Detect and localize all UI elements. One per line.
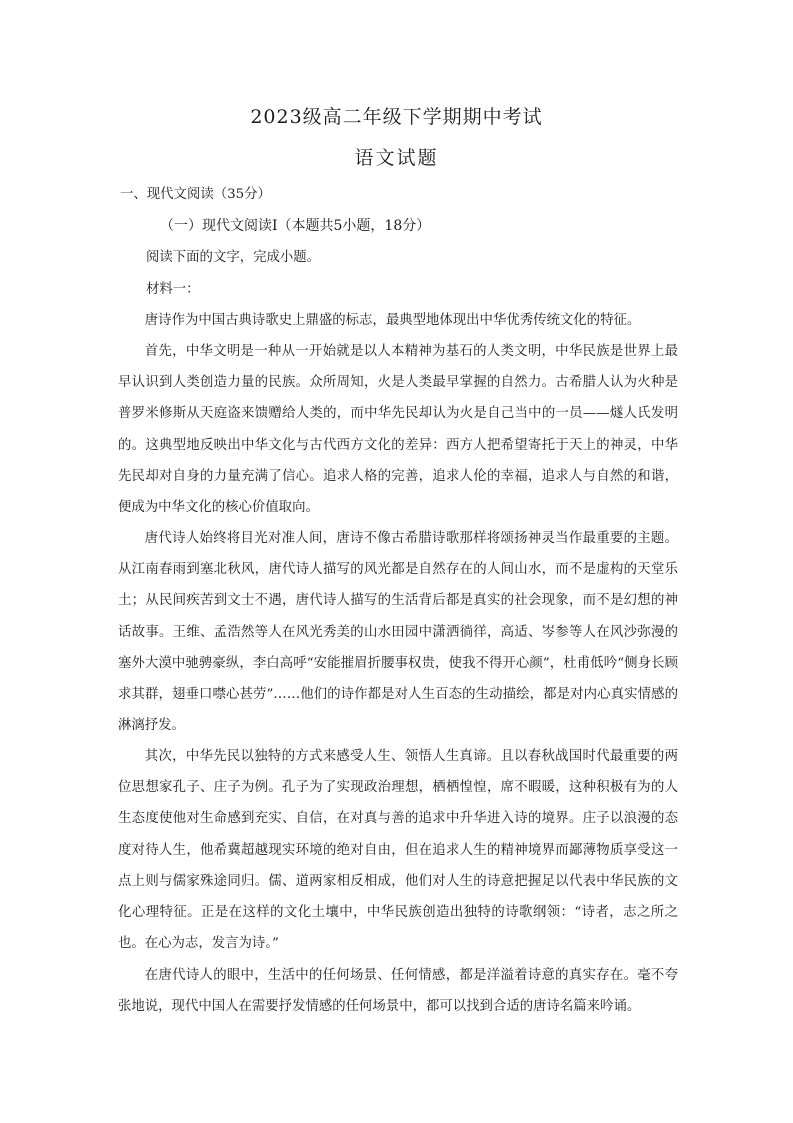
section-heading: 一、现代文阅读（35分） [120,187,271,202]
material-label: 材料一： [146,282,200,297]
paragraph-3: 唐代诗人始终将目光对准人间，唐诗不像古希腊诗歌那样将颂扬神灵当作最重要的主题。从江南春雨到塞北秋风，唐代诗人描写的风光都是自然存在的人间山水，而不是虚构的天堂乐土；从民间疾苦到文士不遇，唐代诗人描写的生活背后都是真实的社会现象，而不是幻想的神话故事。王维、孟浩然等人在风光秀美的山水田园中潇洒徜徉，高适、岑参等人在风沙弥漫的塞外大漠中驰骋豪纵，李白高呼“安能摧眉折腰事权贵，使我不得开心颜”，杜甫低吟“侧身长顾求其群，翅垂口噤心甚劳”……他们的诗作都是对人生百态的生动描绘，都是对内心真实情感的淋漓抒发。 [118,531,678,734]
paragraph-5: 在唐代诗人的眼中，生活中的任何场景、任何情感，都是洋溢着诗意的真实存在。毫不夸张地说，现代中国人在需要抒发情感的任何场景中，都可以找到合适的唐诗名篇来吟诵。 [118,968,678,1015]
exam-subtitle: 语文试题 [354,147,439,169]
exam-title: 2023级高二年级下学期期中考试 [250,106,543,128]
paragraph-2: 首先，中华文明是一种从一开始就是以人本精神为基石的人类文明，中华民族是世界上最早认识到人类创造力量的民族。众所周知，火是人类最早掌握的自然力。古希腊人认为火种是普罗米修斯从天庭盗来馈赠给人类的，而中华先民却认为火是自己当中的一员——燧人氏发明的。这典型地反映出中华文化与古代西方文化的差异：西方人把希望寄托于天上的神灵，中华先民却对自身的力量充满了信心。追求人格的完善，追求人伦的幸福，追求人与自然的和谐，便成为中华文化的核心价值取向。 [118,344,678,516]
paragraph-1: 唐诗作为中国古典诗歌史上鼎盛的标志，最典型地体现出中华优秀传统文化的特征。 [144,313,641,328]
reading-instruction: 阅读下面的文字，完成小题。 [146,250,321,265]
paragraph-4: 其次，中华先民以独特的方式来感受人生、领悟人生真谛。且以春秋战国时代最重要的两位思想家孔子、庄子为例。孔子为了实现政治理想，栖栖惶惶，席不暇暖，这种积极有为的人生态度使他对生命感到充实、自信，在对真与善的追求中升华进入诗的境界。庄子以浪漫的态度对待人生，他希冀超越现实环境的绝对自由，但在追求人生的精神境界而鄙薄物质享受这一点上则与儒家殊途同归。儒、道两家相反相成，他们对人生的诗意把握足以代表中华民族的文化心理特征。正是在这样的文化土壤中，中华民族创造出独特的诗歌纲领：“诗者，志之所之也。在心为志，发言为诗。” [118,749,678,952]
subsection-heading: （一）现代文阅读Ⅰ（本题共5小题，18分） [160,218,431,234]
